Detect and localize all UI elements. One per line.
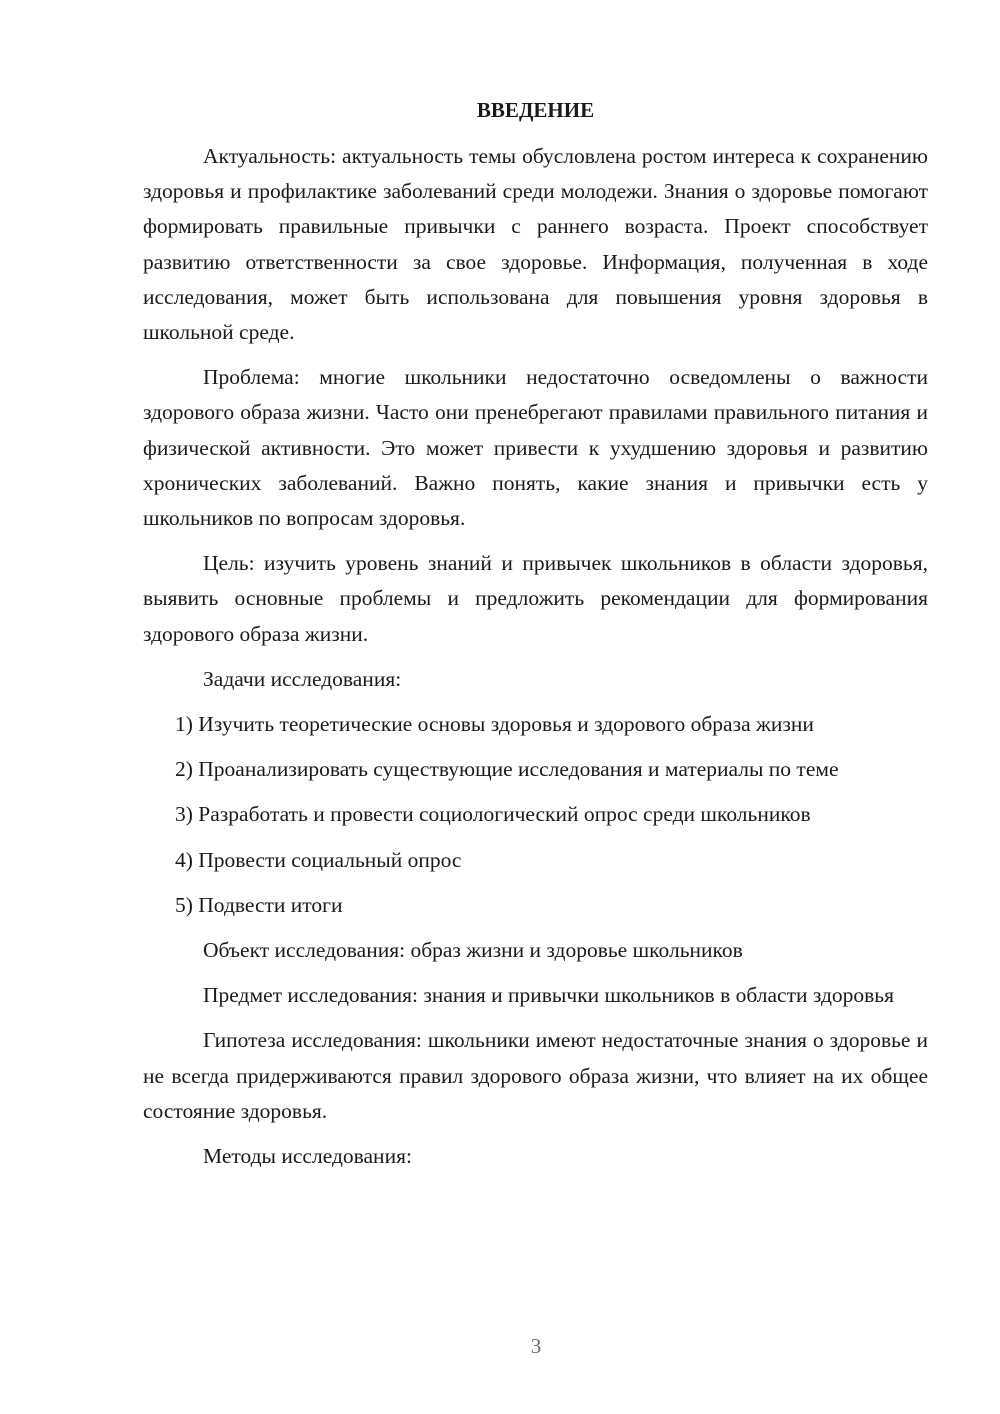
task-item-1: 1) Изучить теоретические основы здоровья и здорового образа жизни [175,712,814,737]
paragraph-goal: Цель: изучить уровень знаний и привычек школьников в области здоровья, выявить основные проблемы и предложить рекомендации для формирования здорового образа жизни. [143,551,928,646]
task-item-3: 3) Разработать и провести социологический опрос среди школьников [175,802,811,827]
paragraph-problem: Проблема: многие школьники недостаточно осведомлены о важности здорового образа жизни. Часто они пренебрегают правилами правильного питания и физической активности. Это может привести к ухудшению здоровья и развитию хронических заболеваний. Важно понять, какие знания и привычки есть у школьников по вопросам здоровья. [143,365,928,531]
paragraph-subject: Предмет исследования: знания и привычки школьников в области здоровья [203,983,894,1008]
task-item-4: 4) Провести социальный опрос [175,847,462,872]
document-page [143,95,928,1184]
paragraph-relevance: Актуальность: актуальность темы обусловлена ростом интереса к сохранению здоровья и профилактике заболеваний среди молодежи. Знания о здоровье помогают формировать правильные привычки с раннего возраста. Проект способствует развитию ответственности за свое здоровье. Информация, полученная в ходе исследования, может быть использована для повышения уровня здоровья в школьной среде. [143,144,928,345]
task-item-2: 2) Проанализировать существующие исследования и материалы по теме [175,757,839,782]
paragraph-methods: Методы исследования: [203,1144,412,1169]
paragraph-hypothesis: Гипотеза исследования: школьники имеют недостаточные знания о здоровье и не всегда придерживаются правил здорового образа жизни, что влияет на их общее состояние здоровья. [143,1028,928,1123]
paragraph-object: Объект исследования: образ жизни и здоровье школьников [203,938,743,963]
paragraph-tasks-heading: Задачи исследования: [203,666,402,691]
page-number: 3 [530,1334,542,1358]
section-title: ВВЕДЕНИЕ [476,98,595,122]
task-item-5: 5) Подвести итоги [175,892,343,917]
